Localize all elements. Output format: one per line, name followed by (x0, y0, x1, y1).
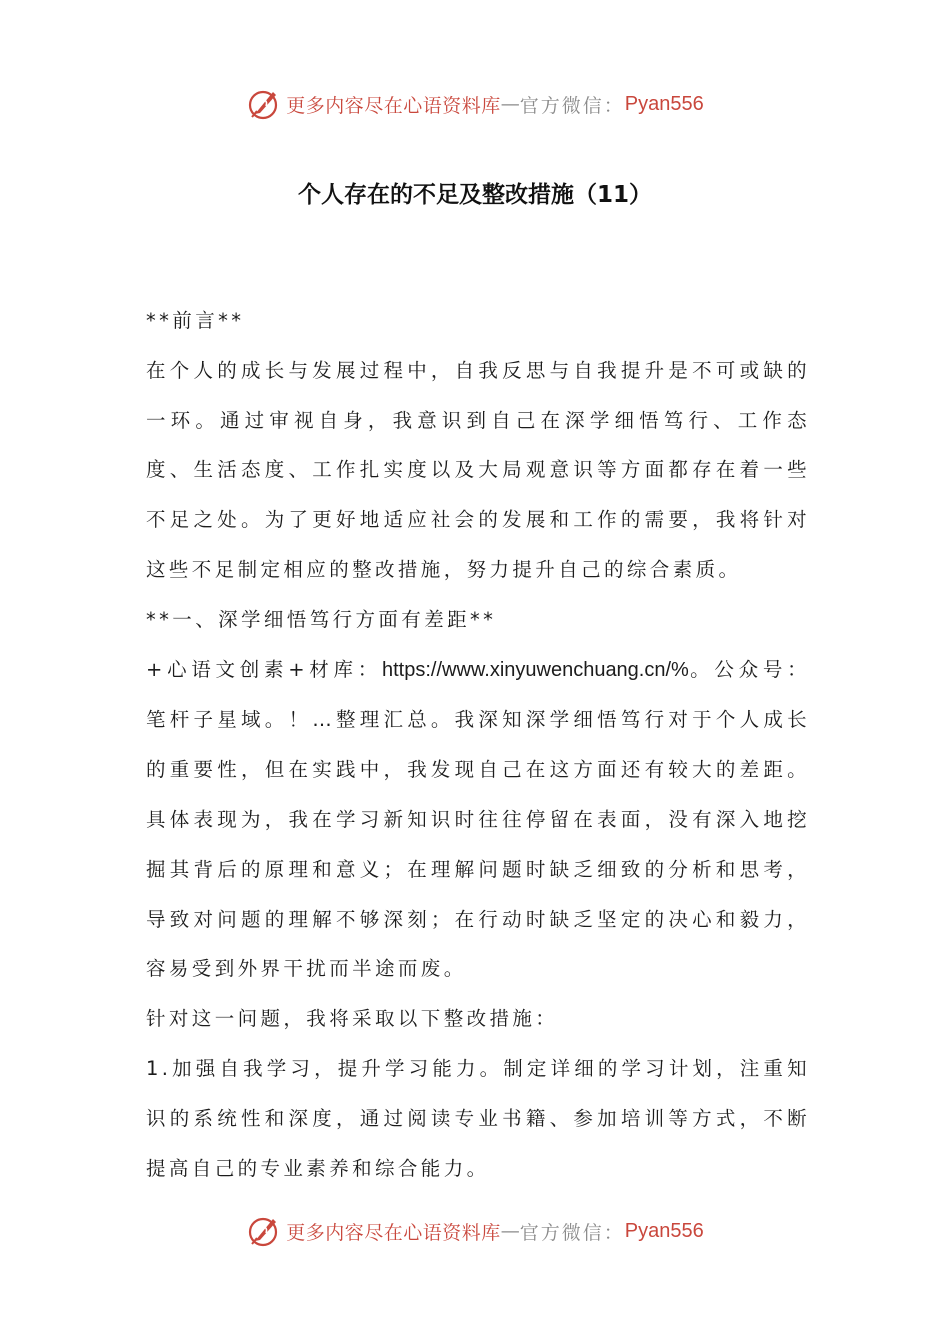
banner-wechat-id: Pyan556 (624, 1219, 704, 1242)
banner-text: 更多内容尽在心语资料库 (286, 1221, 501, 1244)
preface-paragraph: 在个人的成长与发展过程中，自我反思与自我提升是不可或缺的一环。通过审视自身，我意识到自己在深学细悟笃行、工作态度、生活态度、工作扎实度以及大局观意识等方面都存在着一些不足之处。为了更好地适应社会的发展和工作的需要，我将针对这些不足制定相应的整改措施，努力提升自己的综合素质。 (146, 358, 810, 581)
banner-separator: — (500, 93, 520, 115)
quill-logo-icon (246, 86, 282, 122)
document-title: 个人存在的不足及整改措施（11） (297, 182, 652, 208)
banner-wechat-label: 官方微信： (519, 94, 625, 117)
footer-watermark-banner (0, 1209, 950, 1253)
measure-one-paragraph: 1.加强自我学习，提升学习能力。制定详细的学习计划，注重知识的系统性和深度，通过阅读专业书籍、参加培训等方式，不断提高自己的专业素养和综合能力。 (146, 1056, 810, 1180)
section-one-heading: **一、深学细悟笃行方面有差距** (146, 607, 497, 631)
quill-logo-icon (246, 1213, 282, 1249)
banner-text: 更多内容尽在心语资料库 (286, 94, 501, 117)
banner-separator: — (500, 1220, 520, 1242)
source-url: https://www.xinyuwenchuang.cn/% (382, 658, 689, 681)
section-one-text: 。公众号：笔杆子星域。！…整理汇总。我深知深学细悟笃行对于个人成长的重要性，但在实践中，我发现自己在这方面还有较大的差距。具体表现为，我在学习新知识时往往停留在表面，没有深入地挖掘其背后的原理和意义；在理解问题时缺乏细致的分析和思考，导致对问题的理解不够深刻；在行动时缺乏坚定的决心和毅力，容易受到外界干扰而半途而废。 (146, 657, 810, 981)
source-prefix: +心语文创素+材库： (146, 657, 382, 681)
header-watermark-banner (0, 82, 950, 126)
section-one-paragraph (146, 645, 810, 995)
banner-wechat-label: 官方微信： (519, 1221, 625, 1244)
banner-wechat-id: Pyan556 (624, 92, 704, 115)
preface-heading: **前言** (146, 309, 245, 332)
document-body (146, 296, 810, 1193)
measures-intro: 针对这一问题，我将采取以下整改措施： (146, 1007, 559, 1031)
